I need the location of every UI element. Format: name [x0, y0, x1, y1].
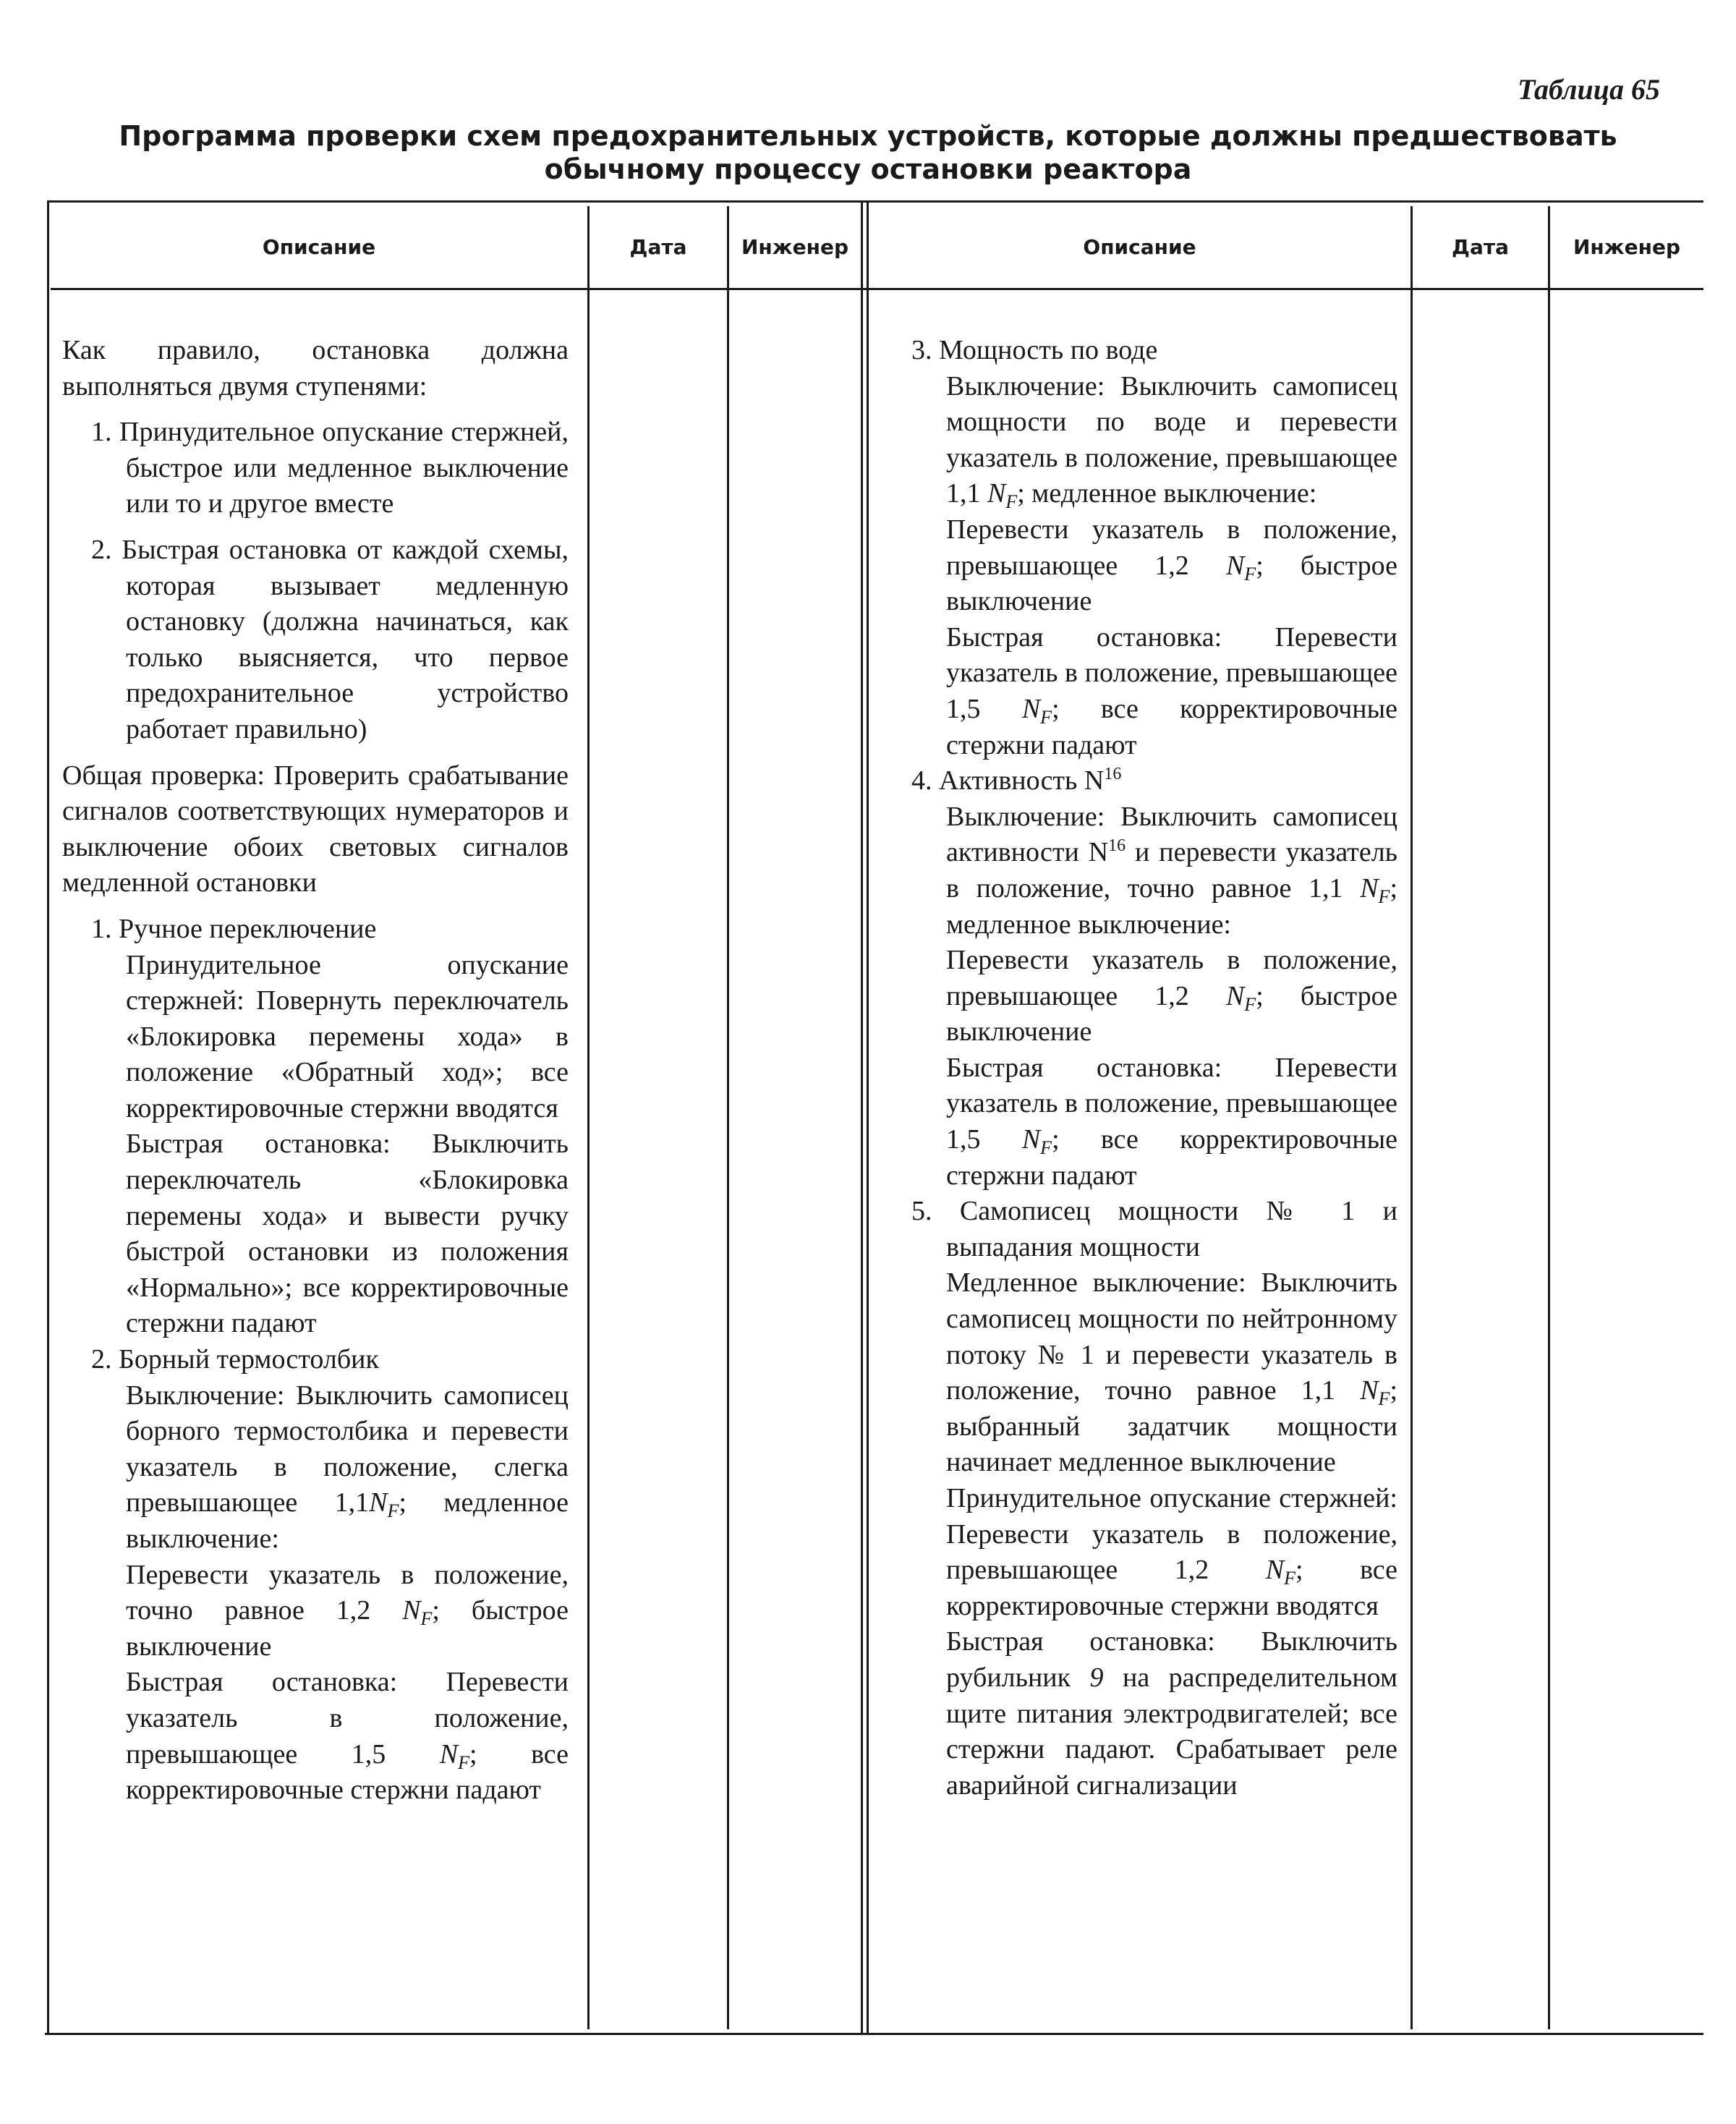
- header-right-description: Описание: [1083, 235, 1196, 259]
- stage-2: 2. Быстрая остановка от каждой схемы, которая вызывает медленную остановку (должна начинаться, как только выясняется, что первое предохранительное устройство работает правильно): [91, 534, 569, 744]
- stage-1: 1. Принудительное опускание стержней, быстрое или медленное выключение или то и другое вместе: [91, 417, 569, 519]
- col-rule-1: [587, 206, 590, 2029]
- item-4-title: 4. Активность $N^{16}$: [911, 765, 1122, 796]
- general-check: Общая проверка: Проверить срабатывание сигналов соответствующих нумераторов и выключение обоих световых сигналов медленной остановки: [62, 760, 569, 899]
- title-line-2: обычному процессу остановки реактора: [544, 153, 1192, 185]
- item-1-paragraph-1: Принудительное опускание стержней: Повернуть переключатель «Блокировка перемены хода» в положение «Обратный ход»; все корректировочные стержни вводятся: [126, 949, 569, 1123]
- item-3-paragraph-3: Быстрая остановка: Перевести указатель в положение, превышающее 1,5 $N_F$; все корректировочные стержни падают: [946, 621, 1397, 760]
- header-left-engineer: Инженер: [741, 235, 848, 259]
- item-5-paragraph-1: Медленное выключение: Выключить самописец мощности по нейтронному потоку № 1 и перевести указатель в положение, точно равное 1,1 $N_F$; выбранный задатчик мощности начинает медленное выключение: [946, 1267, 1397, 1478]
- left-description-column: [62, 333, 569, 1809]
- center-rule-a: [861, 200, 863, 2034]
- col-rule-4: [1548, 206, 1550, 2029]
- col-rule-3: [1410, 206, 1413, 2029]
- header-bottom-rule: [51, 288, 1703, 290]
- item-2-paragraph-1: Выключение: Выключить самописец борного термостолбика и перевести указатель в положение, слегка превышающее $1,1N_F$; медленное выключение:: [126, 1380, 569, 1554]
- center-rule-b: [867, 200, 869, 2034]
- header-right-engineer: Инженер: [1573, 235, 1680, 259]
- item-4-paragraph-1: Выключение: Выключить самописец активности $N^{16}$ и перевести указатель в положение, точно равное 1,1 $N_F$; медленное выключение:: [946, 801, 1397, 940]
- intro-text: Как правило, остановка должна выполняться двумя ступенями:: [62, 335, 569, 402]
- header-left-description: Описание: [262, 235, 376, 259]
- table-bottom-rule: [45, 2033, 1703, 2035]
- table-top-rule: [47, 200, 1703, 203]
- item-4-paragraph-3: Быстрая остановка: Перевести указатель в положение, превышающее 1,5 $N_F$; все корректировочные стержни падают: [946, 1052, 1397, 1191]
- item-5-paragraph-3: Быстрая остановка: Выключить рубильник 9 на распределительном щите питания электродвигателей; все стержни падают. Срабатывает реле аварийной сигнализации: [946, 1626, 1397, 1801]
- item-2-title: 2. Борный термостолбик: [91, 1344, 379, 1375]
- item-3-paragraph-1: Выключение: Выключить самописец мощности по воде и перевести указатель в положение, превышающее 1,1 $N_F$; медленное выключение:: [946, 370, 1397, 513]
- title-line-1: Программа проверки схем предохранительных устройств, которые должны предшествовать: [119, 120, 1617, 152]
- item-5-title: 5. Самописец мощности № 1 и выпадания мощности: [911, 1196, 1397, 1262]
- item-1-paragraph-2: Быстрая остановка: Выключить переключатель «Блокировка перемены хода» и вывести ручку быстрой остановки из положения «Нормально»; все корректировочные стержни падают: [126, 1129, 569, 1339]
- table-left-rule: [47, 200, 49, 2034]
- item-2-paragraph-3: Быстрая остановка: Перевести указатель в положение, превышающее 1,5 $N_F$; все корректировочные стержни падают: [126, 1667, 569, 1806]
- item-1-title: 1. Ручное переключение: [91, 913, 377, 944]
- right-description-column: [882, 333, 1397, 1804]
- table-number: Таблица 65: [1518, 73, 1660, 106]
- item-3-title: 3. Мощность по воде: [911, 335, 1158, 365]
- item-5-paragraph-2: Принудительное опускание стержней: Перевести указатель в положение, превышающее 1,2 $N_F$; все корректировочные стержни вводятся: [946, 1483, 1397, 1621]
- table-title: [0, 119, 1736, 186]
- nf-symbol: N: [369, 1487, 388, 1518]
- item-2-paragraph-2: Перевести указатель в положение, точно равное 1,2 $N_F$; быстрое выключение: [126, 1559, 569, 1662]
- item-3-paragraph-2: Перевести указатель в положение, превышающее 1,2 $N_F$; быстрое выключение: [946, 514, 1397, 617]
- header-right-date: Дата: [1452, 235, 1509, 259]
- item-4-paragraph-2: Перевести указатель в положение, превышающее 1,2 $N_F$; быстрое выключение: [946, 945, 1397, 1048]
- header-left-date: Дата: [629, 235, 687, 259]
- col-rule-2: [727, 206, 729, 2029]
